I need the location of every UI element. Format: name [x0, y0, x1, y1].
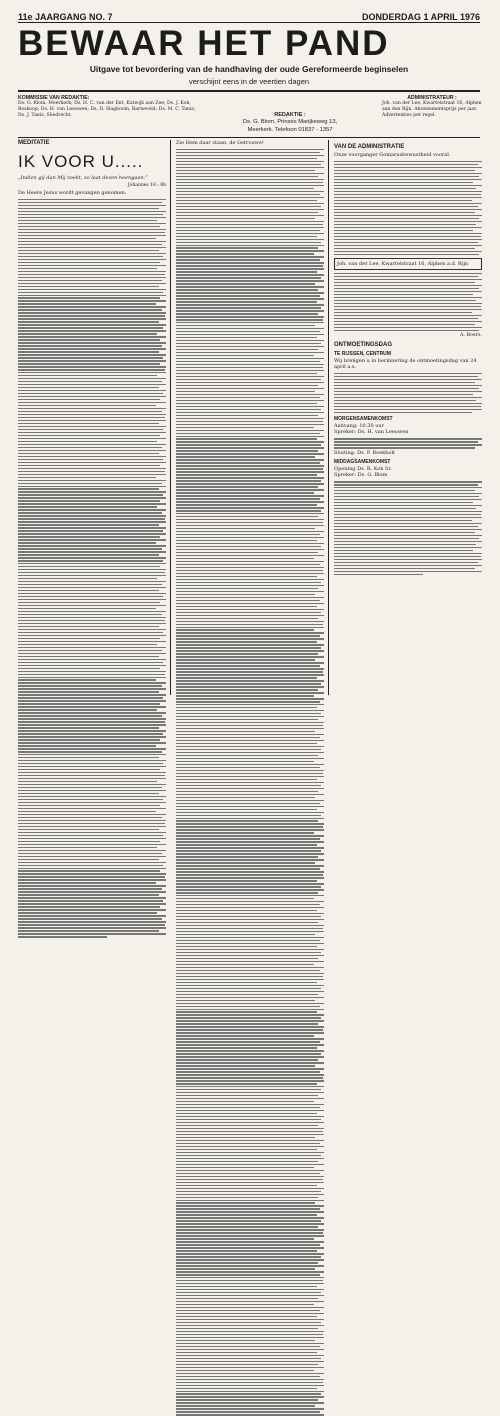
administration-heading: VAN DE ADMINISTRATIE	[334, 144, 405, 150]
morning-session-time: Aanvang: 10.30 uur	[334, 423, 385, 430]
column-continuation	[176, 140, 324, 1416]
administrator-heading: ADMINISTRATEUR :	[407, 95, 457, 101]
column-administration	[334, 140, 482, 577]
issue-date: DONDERDAG 1 APRIL 1976	[361, 12, 480, 22]
editorial-board-heading: KOMMISSIE VAN REDAKTIE:	[18, 95, 90, 101]
meditation-reference: Johannes 18 : 8b	[127, 183, 166, 188]
redaction-address: Meerkerk. Telefoon 01837 - 1357	[247, 127, 333, 133]
editorial-board-box	[18, 95, 203, 119]
content-rule	[18, 137, 480, 138]
top-rule	[18, 22, 480, 23]
meeting-day-heading: ONTMOETINGSDAG	[334, 342, 392, 348]
column-divider-2	[328, 140, 329, 695]
afternoon-session-text	[334, 481, 482, 575]
meeting-body-text	[334, 373, 482, 413]
column-divider-1	[170, 140, 171, 695]
administration-address-box	[334, 258, 482, 270]
morning-session-heading: MORGENSAMENKOMST	[334, 416, 393, 423]
administration-body-text-1	[334, 161, 482, 255]
morning-session-closing: Sluiting: Ds. P. Boekholt	[334, 450, 395, 457]
redaction-heading: REDAKTIE :	[274, 112, 306, 118]
administrator-text: Joh. van der Lee, Kwartelstraat 16, Alphen aan den Rijn. Abonnementsprijs per jaar. Advertenties per regel.	[382, 101, 482, 118]
administration-signature: A. Boers.	[459, 333, 482, 338]
afternoon-session-heading: MIDDAGSAMENKOMST	[334, 459, 391, 466]
editorial-board-text: Ds. G. Blom, Meerkerk; Ds. H. C. van der Ent, Katwijk aan Zee; Ds. J. Kok, Boskoop; Ds. H. van Leeuwen; Ds. D. Slagboom, Barneveld; Ds. M. C. Tanis; Ds. J. Tanis, Sliedrecht.	[18, 101, 196, 118]
meeting-place: TE RIJSSEN, CENTRUM	[334, 351, 391, 357]
redaction-name: Ds. G. Blom, Prinses Marijkeweg 13,	[242, 119, 338, 125]
meditation-lead: „Indien gij dan Mij zoekt, zo laat dezen heengaan.”	[18, 175, 148, 181]
administration-address: Joh. van der Lee, Kwartelstraat 16, Alphen a.d. Rijn	[337, 260, 469, 267]
morning-session-speaker: Spreker: Ds. H. van Leeuwen	[334, 429, 409, 436]
administration-intro: Onze voorganger Gomarusbewustheid vooral.	[334, 152, 451, 158]
continuation-body-text	[176, 149, 324, 1416]
administration-body-text-2	[334, 273, 482, 331]
afternoon-session-opening: Opening Ds. R. Kok Sr.	[334, 466, 392, 473]
redaction-box	[215, 112, 365, 134]
newspaper-subtitle: Uitgave tot bevordering van de handhaving der oude Gereformeerde beginselen	[89, 64, 409, 74]
afternoon-session-speaker: Spreker: Ds. G. Blom	[334, 472, 388, 479]
header-rule	[18, 90, 480, 92]
newspaper-title: BEWAAR HET PAND	[18, 24, 390, 63]
column-meditation	[18, 140, 166, 939]
morning-session-text	[334, 438, 482, 448]
meditation-intro: De Heere Jezus wordt gevangen genomen.	[18, 190, 127, 196]
meeting-intro: Wij brengen u in herinnering de ontmoetingsdag van 24 april a.s.	[334, 358, 477, 370]
frequency-line: verschijnt eens in de veertien dagen	[188, 77, 310, 86]
continuation-intro: Zie Hem daar staan, de Getrouwe!	[176, 140, 264, 146]
meditation-body-text	[18, 199, 166, 938]
meditation-title: IK VOOR U.....	[18, 152, 144, 171]
issue-number: 11e JAARGANG NO. 7	[18, 12, 113, 22]
meditation-label: MEDITATIE	[18, 140, 50, 146]
administrator-box	[382, 95, 482, 119]
